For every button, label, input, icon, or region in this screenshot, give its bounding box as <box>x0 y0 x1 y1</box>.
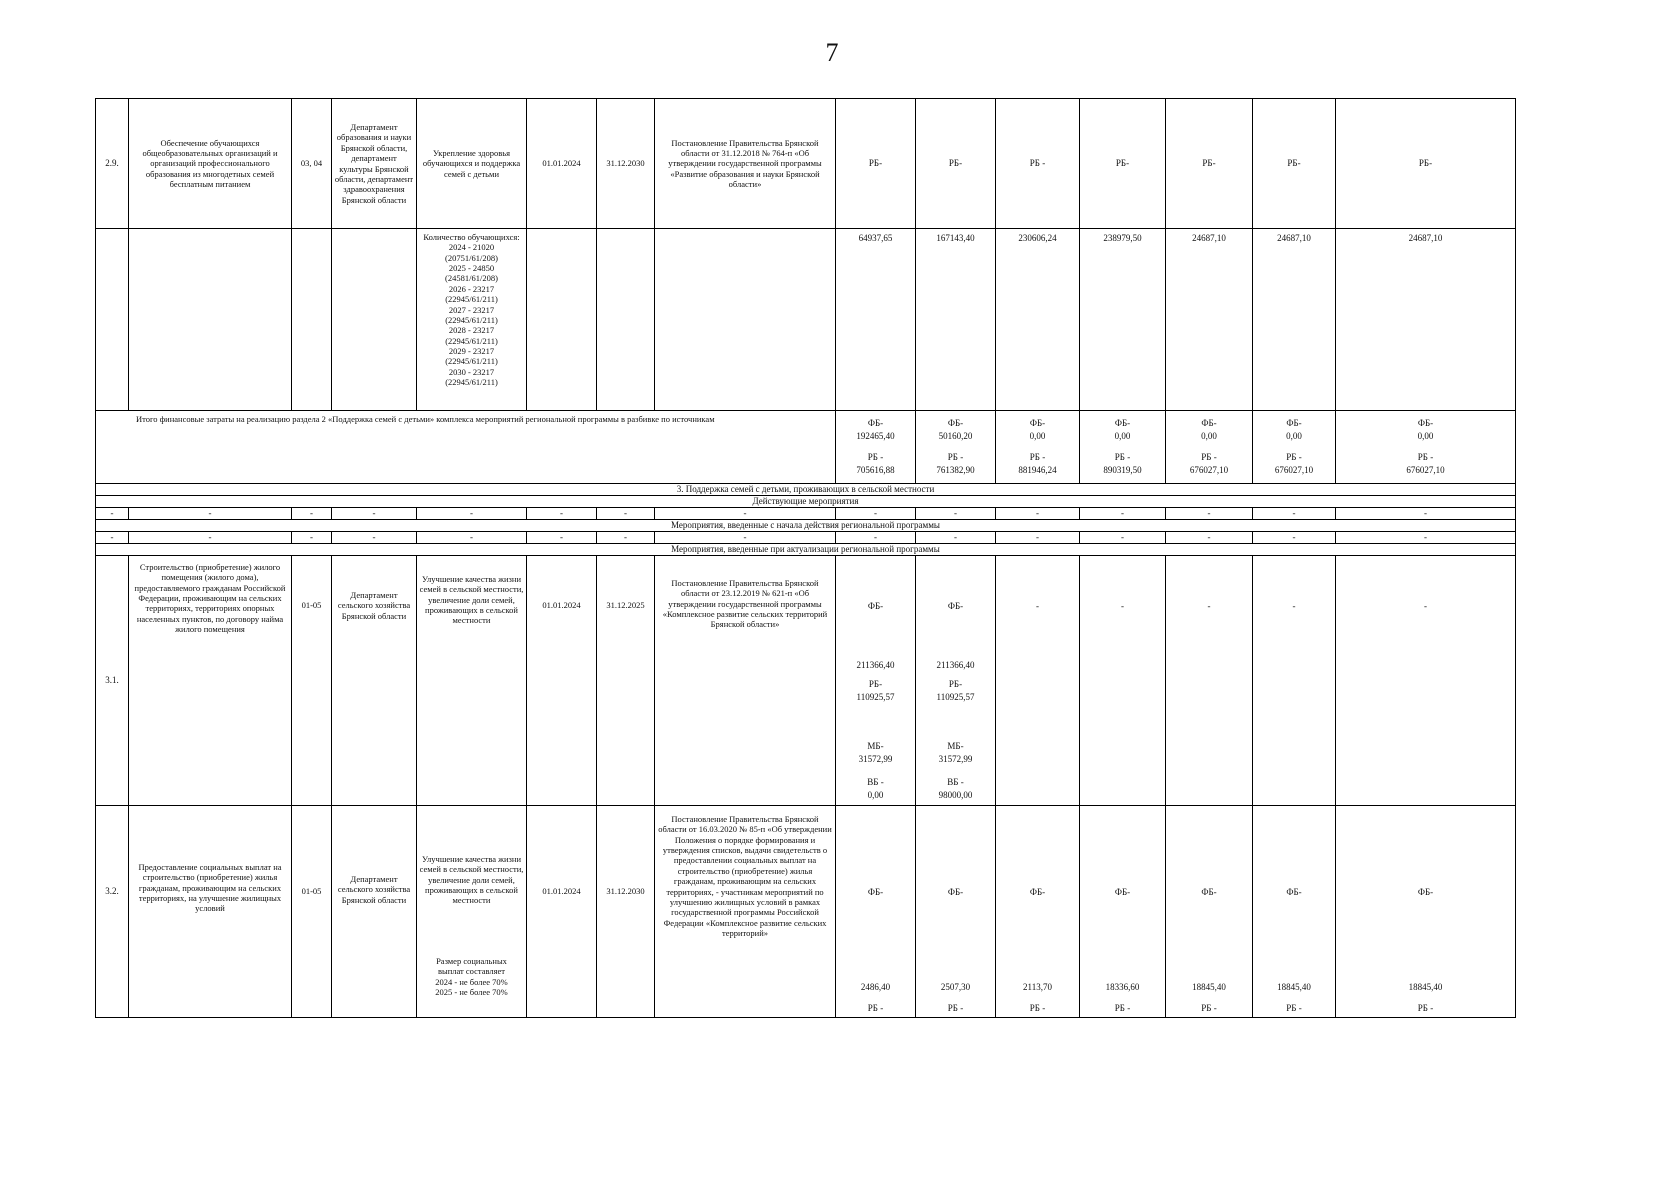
section-title: 3. Поддержка семей с детьми, проживающих в сельской местности <box>96 484 1516 496</box>
funding-2030: ФБ- 18845,40 РБ - <box>1336 806 1516 1018</box>
funding-2030-label: РБ- <box>1336 99 1516 229</box>
executor: Департамент сельского хозяйства Брянской области <box>332 806 417 1018</box>
total-2029: ФБ- 0,00 РБ - 676027,10 <box>1253 411 1336 484</box>
start-date: 01.01.2024 <box>527 806 597 1018</box>
funding-2027: ФБ- 18336,60 РБ - <box>1080 806 1166 1018</box>
funding-2029-label: РБ- <box>1253 99 1336 229</box>
table-row <box>96 99 1516 229</box>
funding-2025-label: РБ- <box>916 99 996 229</box>
legal-document: Постановление Правительства Брянской области от 16.03.2020 № 85-п «Об утверждении Положения о порядке формирования и утверждения списков, выдачи свидетельств о предоставлении социальных выплат на строительство (приобретение) жилья гражданам, проживающим на сельских территориях, - участникам мероприятий по улучшению жилищных условий в рамках государственной программы Российской Федерации «Комплексное развитие сельских территорий» <box>655 806 836 1018</box>
expected-result: Улучшение качества жизни семей в сельской местности, увеличение доли семей, проживающих в сельской местности <box>419 854 524 906</box>
funding-2027-label: РБ- <box>1080 99 1166 229</box>
start-date: 01.01.2024 <box>527 99 597 229</box>
funding-2024: ФБ- 211366,40 РБ- 110925,57 МБ- 31572,99 ВБ - 0,00 <box>836 556 916 806</box>
funding-2025: ФБ- 211366,40 РБ- 110925,57 МБ- 31572,99 ВБ - 98000,00 <box>916 556 996 806</box>
total-2027: ФБ- 0,00 РБ - 890319,50 <box>1080 411 1166 484</box>
end-date: 31.12.2025 <box>597 556 655 806</box>
funding-2027: - <box>1080 556 1166 806</box>
funding-2029-value: 24687,10 <box>1253 229 1336 411</box>
subsection-introduced: Мероприятия, введенные с начала действия региональной программы <box>96 520 1516 532</box>
start-date: 01.01.2024 <box>527 556 597 806</box>
subsection-updated: Мероприятия, введенные при актуализации региональной программы <box>96 544 1516 556</box>
dash-row: - - - - - - - - - - - - - - - <box>96 532 1516 544</box>
expected-cell <box>417 806 527 1018</box>
expected-result: Улучшение качества жизни семей в сельской местности, увеличение доли семей, проживающих в сельской местности <box>417 556 527 806</box>
legal-document: Постановление Правительства Брянской области от 31.12.2018 № 764-п «Об утверждении государственной программы «Развитие образования и науки Брянской области» <box>655 99 836 229</box>
page-number: 7 <box>825 38 839 67</box>
subsection-current: Действующие мероприятия <box>96 496 1516 508</box>
funding-2025-value: 167143,40 <box>916 229 996 411</box>
measure-name: Предоставление социальных выплат на строительство (приобретение) жилья гражданам, проживающим на сельских территориях, на улучшение жилищных условий <box>129 806 292 1018</box>
funding-2030: - <box>1336 556 1516 806</box>
table-row <box>96 229 1516 411</box>
funding-2024-value: 64937,65 <box>836 229 916 411</box>
executor: Департамент образования и науки Брянской области, департамент культуры Брянской области, департамент здравоохранения Брянской области <box>332 99 417 229</box>
total-2024: ФБ- 192465,40 РБ - 705616,88 <box>836 411 916 484</box>
funding-2028-value: 24687,10 <box>1166 229 1253 411</box>
table-row <box>96 806 1516 1018</box>
end-date: 31.12.2030 <box>597 99 655 229</box>
total-row <box>96 411 1516 484</box>
measures-table <box>95 98 1516 1018</box>
measure-code: 01-05 <box>292 556 332 806</box>
measure-name: Обеспечение обучающихся общеобразовательных организаций и организаций профессионального образования из многодетных семей бесплатным питанием <box>129 99 292 229</box>
funding-2029: - <box>1253 556 1336 806</box>
total-2030: ФБ- 0,00 РБ - 676027,10 <box>1336 411 1516 484</box>
dash-row: - - - - - - - - - - - - - - - <box>96 508 1516 520</box>
funding-2025: ФБ- 2507,30 РБ - <box>916 806 996 1018</box>
funding-2026: ФБ- 2113,70 РБ - <box>996 806 1080 1018</box>
measure-code: 03, 04 <box>292 99 332 229</box>
funding-2027-value: 238979,50 <box>1080 229 1166 411</box>
total-2028: ФБ- 0,00 РБ - 676027,10 <box>1166 411 1253 484</box>
total-2026: ФБ- 0,00 РБ - 881946,24 <box>996 411 1080 484</box>
funding-2024: ФБ- 2486,40 РБ - <box>836 806 916 1018</box>
indicator-values: 2024 - 21020 (20751/61/208) 2025 - 24850 (24581/61/208) 2026 - 23217 (22945/61/211) 2027 - 23217 (22945/61/211) 2028 - 23217 (22945/61/211) 2029 - 23217 (22945/61/211) 2030 - 23217 (22945/61/211) <box>445 242 498 388</box>
row-number: 2.9. <box>96 99 129 229</box>
end-date: 31.12.2030 <box>597 806 655 1018</box>
total-label: Итого финансовые затраты на реализацию раздела 2 «Поддержка семей с детьми» комплекса мероприятий региональной программы в разбивке по источникам <box>96 411 836 484</box>
funding-2024-label: РБ- <box>836 99 916 229</box>
row-number: 3.1. <box>96 556 129 806</box>
funding-2029: ФБ- 18845,40 РБ - <box>1253 806 1336 1018</box>
indicator-label: Количество обучающихся: <box>423 232 520 242</box>
legal-document: Постановление Правительства Брянской области от 23.12.2019 № 621-п «Об утверждении государственной программы «Комплексное развитие сельских территорий Брянской области» <box>655 556 836 806</box>
funding-2026-label: РБ - <box>996 99 1080 229</box>
funding-2030-value: 24687,10 <box>1336 229 1516 411</box>
funding-2028-label: РБ- <box>1166 99 1253 229</box>
expected-result: Укрепление здоровья обучающихся и поддержка семей с детьми <box>417 99 527 229</box>
funding-2026-value: 230606,24 <box>996 229 1080 411</box>
total-2025: ФБ- 50160,20 РБ - 761382,90 <box>916 411 996 484</box>
executor: Департамент сельского хозяйства Брянской области <box>332 556 417 806</box>
funding-2026: - <box>996 556 1080 806</box>
funding-2028: - <box>1166 556 1253 806</box>
indicator-values: Размер социальных выплат составляет 2024 - не более 70% 2025 - не более 70% <box>435 955 508 997</box>
indicator-cell <box>417 229 527 411</box>
measure-code: 01-05 <box>292 806 332 1018</box>
funding-2028: ФБ- 18845,40 РБ - <box>1166 806 1253 1018</box>
row-number: 3.2. <box>96 806 129 1018</box>
measure-name: Строительство (приобретение) жилого помещения (жилого дома), предоставляемого гражданам Российской Федерации, проживающим на сельских территориях, территориях опорных населенных пунктов, по договору найма жилого помещения <box>129 556 292 806</box>
table-row <box>96 556 1516 806</box>
